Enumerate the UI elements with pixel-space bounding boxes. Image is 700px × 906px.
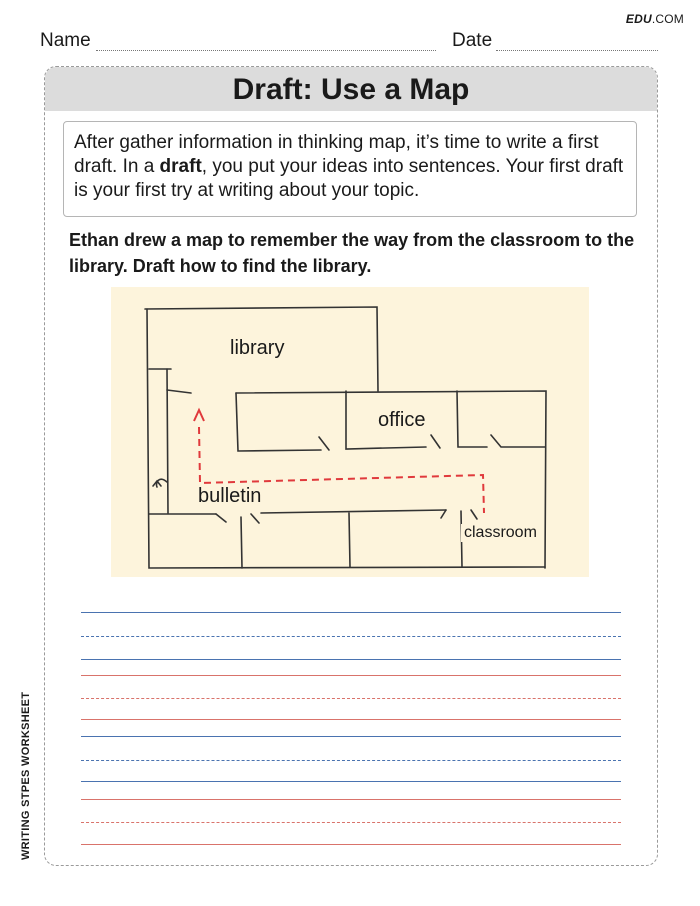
writing-line — [81, 698, 621, 699]
writing-line — [81, 822, 621, 823]
map-label-library: library — [227, 337, 287, 360]
writing-line — [81, 659, 621, 660]
map-label-office: office — [375, 409, 428, 432]
intro-text-end: , you put your ideas into sentences. Your first draft is your first try at writing about your topic. — [74, 156, 624, 201]
intro-text-start: After gather information in thinking map, it’s time to write a first draft. In a — [74, 132, 599, 177]
writing-line — [81, 844, 621, 845]
prompt-text: Ethan drew a map to remember the way from the classroom to the library. Draft how to find the library. — [69, 230, 635, 276]
writing-line — [81, 799, 621, 800]
intro-box — [63, 121, 637, 217]
writing-line — [81, 636, 621, 637]
side-label: WRITING STPES WORKSHEET — [20, 691, 32, 860]
worksheet-card — [44, 66, 658, 866]
brand-bold: EDU — [625, 12, 652, 26]
writing-area[interactable] — [81, 612, 621, 852]
intro-bold-word: draft — [159, 156, 202, 177]
date-field[interactable] — [496, 50, 658, 51]
writing-line — [81, 781, 621, 782]
map-label-bulletin: bulletin — [195, 485, 264, 508]
name-label: Name — [40, 30, 91, 51]
map-label-classroom: classroom — [461, 524, 540, 542]
brand-rest: .COM — [651, 12, 684, 26]
name-field[interactable] — [96, 50, 436, 51]
writing-line — [81, 719, 621, 720]
school-map — [111, 287, 589, 577]
brand-logo — [626, 12, 684, 26]
page-title: Draft: Use a Map — [45, 67, 657, 111]
writing-line — [81, 736, 621, 737]
date-label: Date — [452, 30, 493, 51]
writing-line — [81, 612, 621, 613]
writing-line — [81, 760, 621, 761]
writing-line — [81, 675, 621, 676]
name-date-row — [40, 30, 660, 54]
